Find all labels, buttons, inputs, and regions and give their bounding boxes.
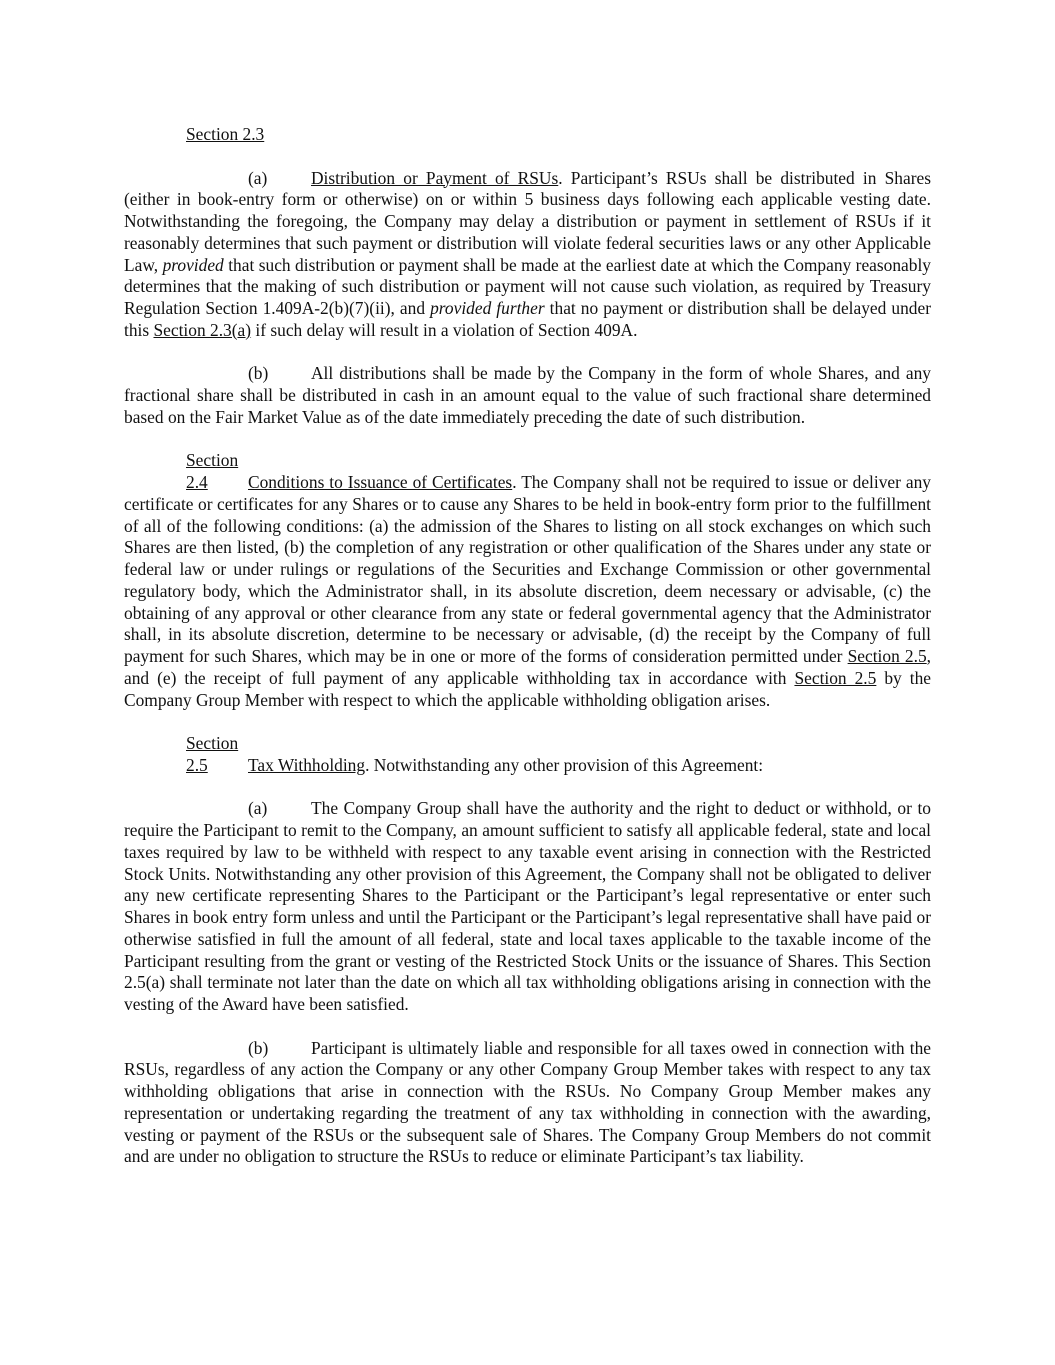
clause-label: (b) (248, 1037, 269, 1058)
section-text: , and (e) the receipt of full payment of any applicable withholding tax in accordance with (124, 646, 932, 688)
section-2-5-b-paragraph (124, 1038, 931, 1169)
clause-text: . Participant’s RSUs shall be distributed in Shares (either in book-entry form or otherwise) on or within 5 business days following each applicable vesting date. Notwithstanding the foregoing, the Company may delay a distribution or payment in settlement of RSUs if it reasonably determines that such payment or distribution will violate federal securities laws or any other Applicable Law, (124, 167, 931, 275)
section-text: . The Company shall not be required to issue or deliver any certificate or certificates for any Shares or to cause any Shares to be held in book-entry form prior to the fulfillment of all of the following conditions: (a) the admission of the Shares to listing on all stock exchanges on which such Shares are then listed, (b) the completion of any registration or other qualification of the Shares under any state or federal law or under rulings or regulations of the Securities and Exchange Commission or other governmental regulatory body, which the Administrator shall, in its absolute discretion, deem necessary or advisable, (c) the obtaining of any approval or other clearance from any state or federal governmental agency that the Administrator shall, in its absolute discretion, determine to be necessary or advisable, (d) the receipt by the Company of full payment for such Shares, which may be in one or more of the forms of consideration permitted under (124, 472, 931, 666)
section-text: . Notwithstanding any other provision of this Agreement: (365, 754, 764, 775)
section-2-3-b-paragraph (124, 363, 931, 428)
cross-reference: Section 2.3(a) (153, 319, 252, 340)
section-title: Tax Withholding (248, 754, 366, 775)
clause-text: that such distribution or payment shall be made at the earliest date at which the Company reasonably determines that the making of such distribution or payment will not cause such violation, as required by Treasury Regulation Section 1.409A-2(b)(7)(ii), and (124, 254, 932, 318)
clause-label: (a) (248, 167, 268, 188)
section-title: Conditions to Issuance of Certificates (248, 472, 513, 492)
section-text: by the Company Group Member with respect to which the applicable withholding obligation arises. (124, 667, 931, 710)
clause-text: if such delay will result in a violation of Section 409A. (251, 319, 638, 340)
clause-title: Distribution or Payment of RSUs (311, 167, 559, 188)
clause-text: Participant is ultimately liable and responsible for all taxes owed in connection with the RSUs, regardless of any action the Company or any other Company Group Member takes with respect to any tax withholding obligations that arise in connection with the RSUs. No Company Group Member makes any representation or undertaking regarding the treatment of any tax withholding in connection with the awarding, vesting or payment of the RSUs or the subsequent sale of Shares. The Company Group Members do not commit and are under no obligation to structure the RSUs to reduce or eliminate Participant’s tax liability. (124, 1037, 931, 1167)
document-page (124, 124, 931, 1168)
clause-text: The Company Group shall have the authority and the right to deduct or withhold, or to require the Participant to remit to the Company, an amount sufficient to satisfy all applicable federal, state and local taxes required by law to be withheld with respect to any taxable event arising in connection with the Restricted Stock Units. Notwithstanding any other provision of this Agreement, the Company shall not be obligated to deliver any new certificate representing Shares to the Participant or the Participant’s legal representative or enter such Shares in book entry form unless and until the Participant or the Participant’s legal representative shall have paid or otherwise satisfied in full the amount of all federal, state and local taxes applicable to the taxable income of the Participant resulting from the grant or vesting of the Restricted Stock Units or the issuance of Shares. This Section 2.5(a) shall terminate not later than the date on which all tax withholding obligations arising in connection with the vesting of the Award have been satisfied. (124, 798, 931, 1014)
clause-text: that no payment or distribution shall be delayed under this (124, 298, 931, 340)
section-2-5-intro-paragraph (124, 733, 931, 777)
clause-label: (a) (248, 798, 268, 819)
section-2-4-heading: Section 2.4 (186, 450, 239, 492)
clause-label: (b) (248, 363, 269, 384)
section-2-5-heading: Section 2.5 (186, 733, 239, 775)
cross-reference: Section 2.5 (847, 646, 927, 666)
cross-reference: Section 2.5 (794, 667, 877, 688)
clause-text: All distributions shall be made by the Company in the form of whole Shares, and any fractional share shall be distributed in cash in an amount equal to the value of such fractional share determined based on the Fair Market Value as of the date immediately preceding the date of such distribution. (124, 363, 931, 427)
italic-term: provided further (430, 298, 545, 318)
section-2-4-paragraph (124, 450, 931, 711)
section-2-5-a-paragraph (124, 798, 931, 1016)
section-2-3-heading: Section 2.3 (186, 124, 265, 144)
section-2-3-a-paragraph (124, 168, 931, 342)
italic-term: provided (162, 254, 224, 275)
